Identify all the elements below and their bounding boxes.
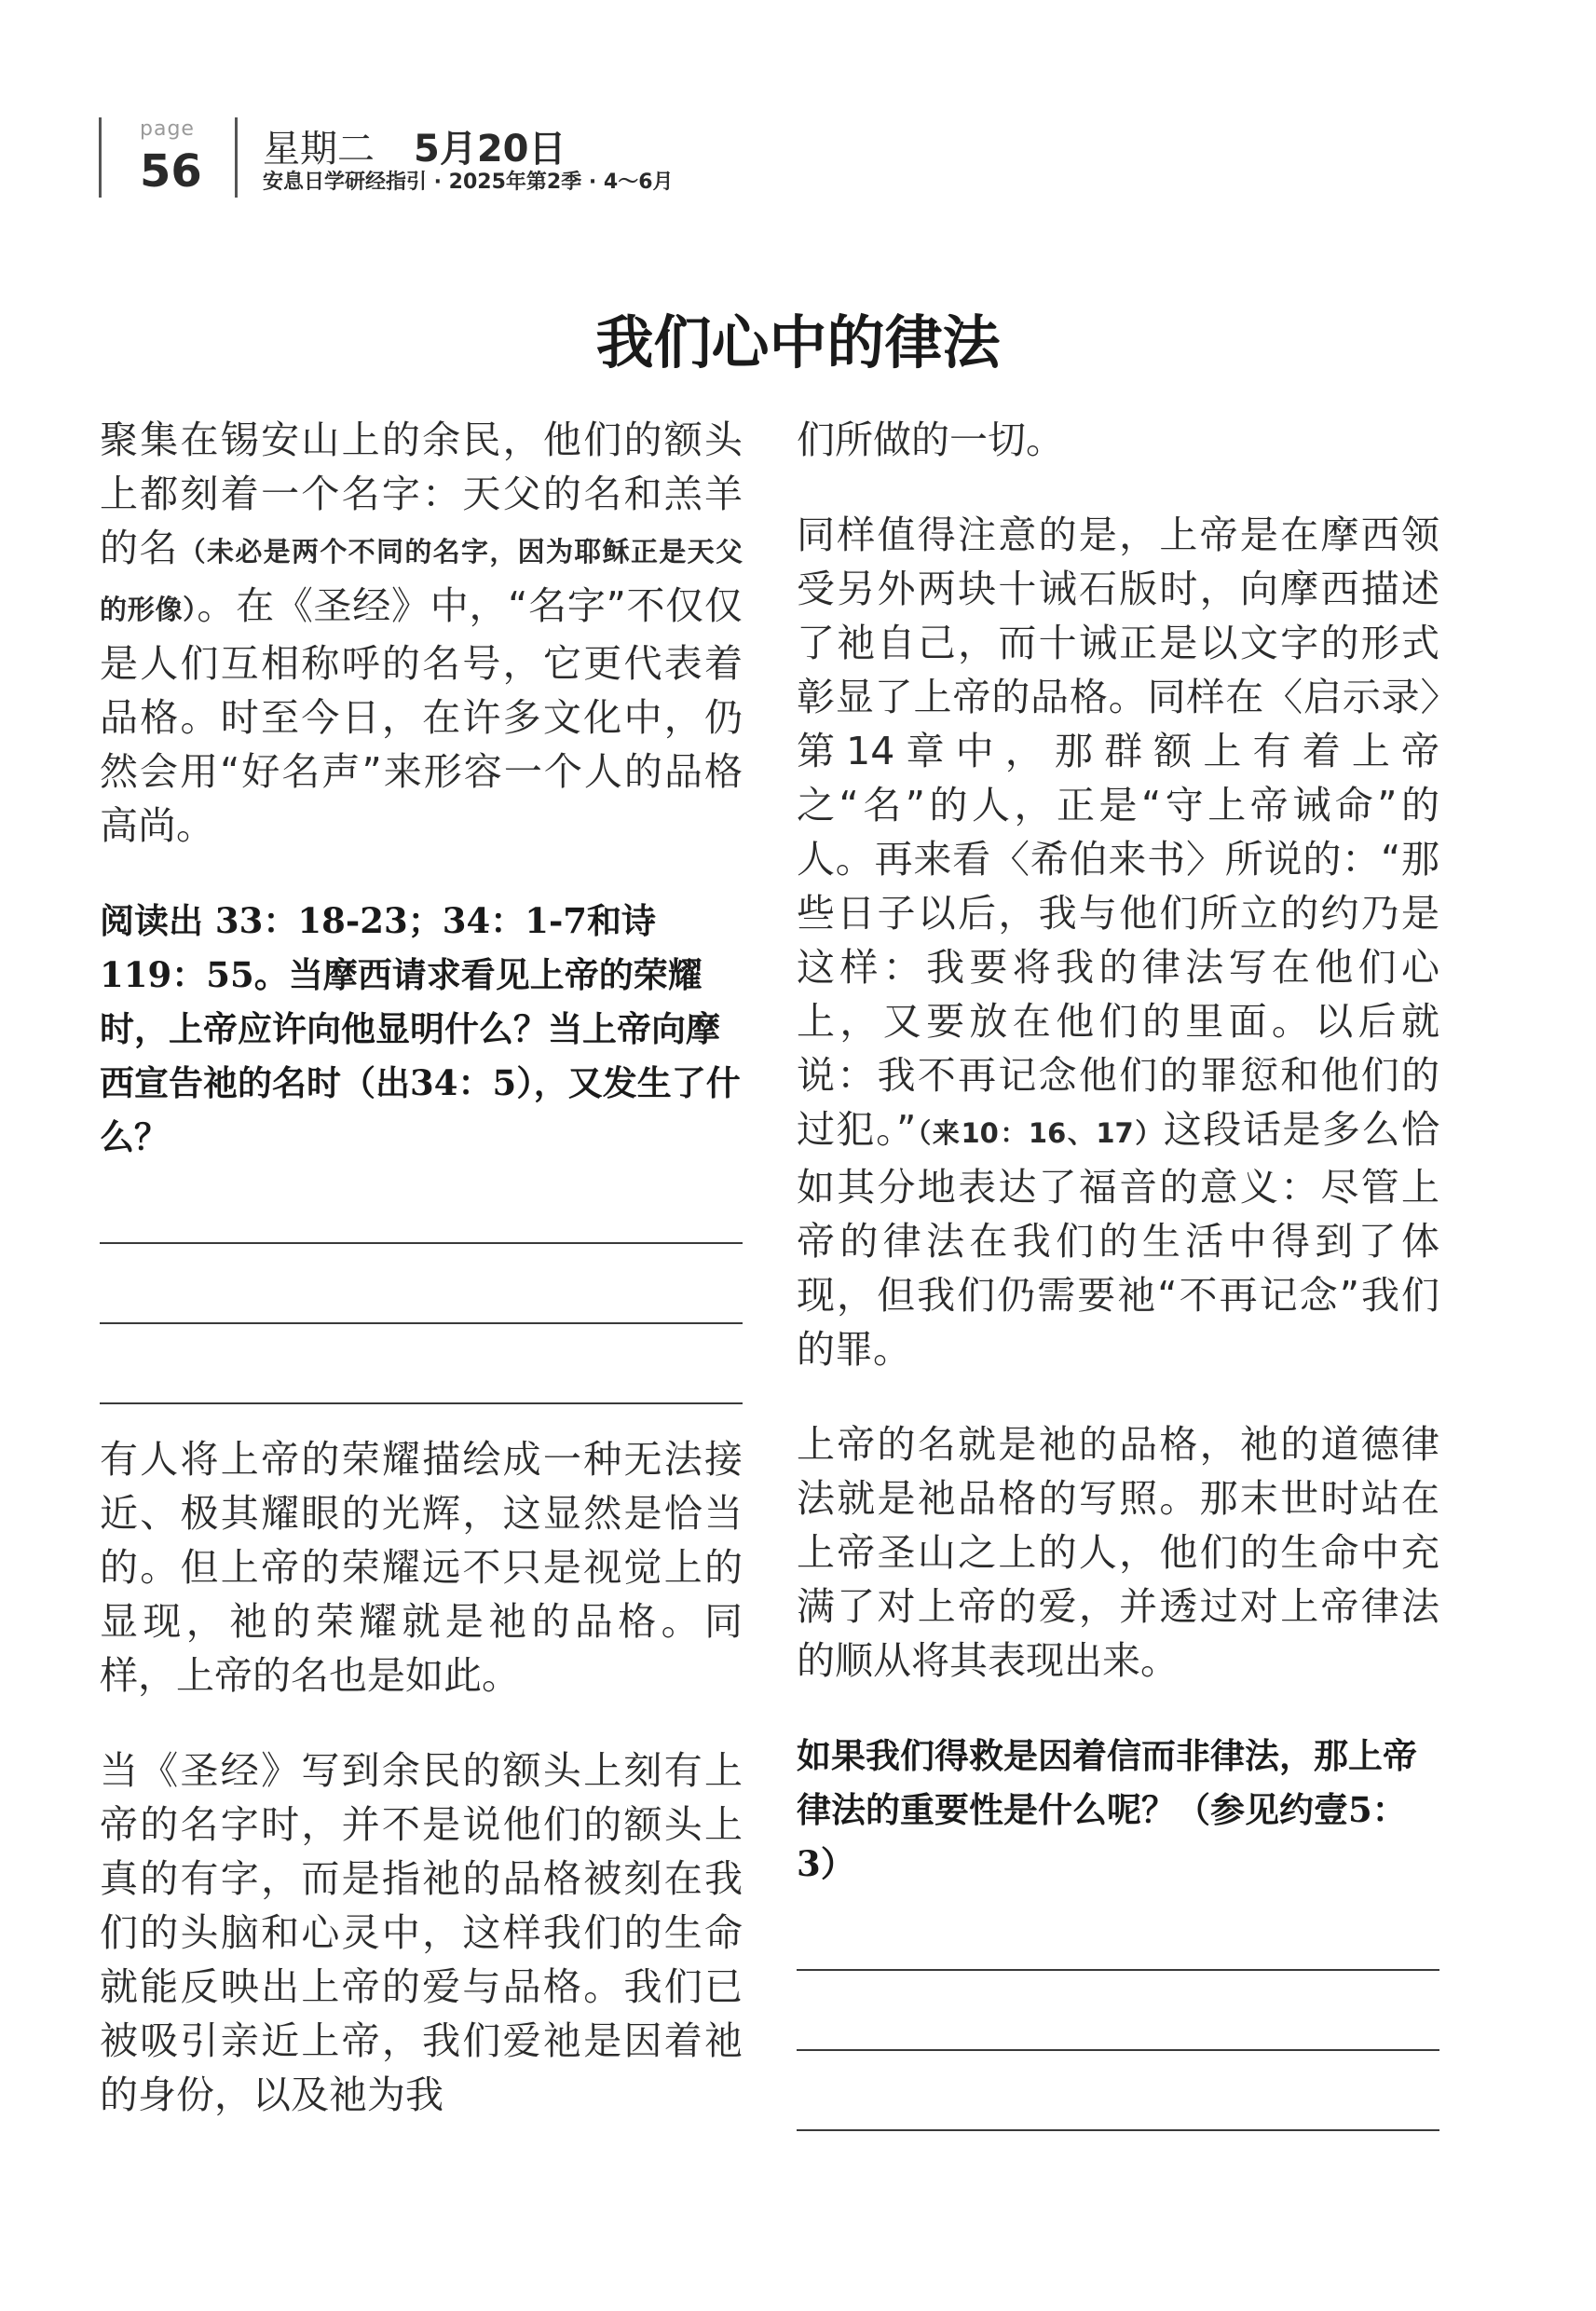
header-divider-right [235, 117, 238, 198]
left-column [100, 413, 743, 2122]
study-question: 阅读出 33：18-23；34：1-7和诗119：55。当摩西请求看见上帝的荣耀时，上帝应许向他显明什么？当上帝向摩西宣告祂的名时（出34：5），又发生了什么？ [100, 900, 741, 1157]
paragraph: 上帝的名就是祂的品格，祂的道德律法就是祂品格的写照。那末世时站在上帝圣山之上的人，他们的生命中充满了对上帝的爱，并透过对上帝律法的顺从将其表现出来。 [797, 1422, 1439, 1683]
header-divider-left [99, 117, 102, 198]
answer-line[interactable] [100, 1324, 743, 1404]
page-header [0, 0, 1596, 224]
right-column [797, 413, 1439, 2131]
paragraph [797, 508, 1439, 1376]
paragraph-text: 。在《圣经》中，“名字”不仅仅是人们互相称呼的名号，它更代表着品格。时至今日，在许多文化中，仍然会用“好名声”来形容一个人的品格高尚。 [100, 583, 743, 848]
guide-subtitle: 安息日学研经指引 · 2025年第2季 · 4～6月 [263, 171, 674, 194]
paragraph-note: （未必是两个不同的名字，因为耶稣正是天父的形像） [100, 536, 743, 625]
answer-lines [100, 1164, 743, 1404]
lesson-title: 我们心中的律法 [595, 308, 1001, 376]
paragraph-text: 聚集在锡安山上的余民，他们的额头上都刻着一个名字：天父的名和羔羊的名 [100, 417, 743, 570]
paragraph: 有人将上帝的荣耀描绘成一种无法接近、极其耀眼的光辉，这显然是恰当的。但上帝的荣耀远不只是视觉上的显现，祂的荣耀就是祂的品格。同样，上帝的名也是如此。 [100, 1437, 743, 1698]
paragraph-text: 这段话是多么恰如其分地表达了福音的意义：尽管上帝的律法在我们的生活中得到了体现，但我们仍需要祂“不再记念”我们的罪。 [797, 1107, 1439, 1372]
page-number: 56 [140, 145, 202, 198]
answer-line[interactable] [797, 2051, 1439, 2131]
paragraph [100, 413, 743, 853]
lesson-day [263, 119, 566, 172]
study-question: 如果我们得救是因着信而非律法，那上帝律法的重要性是什么呢？（参见约壹5：3） [797, 1735, 1417, 1884]
scripture-reference: （来10：16、17） [916, 1117, 1164, 1149]
answer-lines [797, 1891, 1439, 2131]
lesson-date: 5月20日 [414, 128, 566, 171]
paragraph: 当《圣经》写到余民的额头上刻有上帝的名字时，并不是说他们的额头上真的有字，而是指祂的品格被刻在我们的头脑和心灵中，这样我们的生命就能反映出上帝的爱与品格。我们已被吸引亲近上帝，我们爱祂是因着祂的身份，以及祂为我 [100, 1748, 743, 2117]
answer-line[interactable] [797, 1891, 1439, 1971]
answer-line[interactable] [100, 1244, 743, 1324]
weekday: 星期二 [263, 128, 375, 171]
answer-line[interactable] [100, 1164, 743, 1244]
answer-line[interactable] [797, 1971, 1439, 2051]
page-label: page [140, 117, 195, 141]
paragraph: 们所做的一切。 [797, 417, 1064, 462]
paragraph-text: 同样值得注意的是，上帝是在摩西领受另外两块十诫石版时，向摩西描述了祂自己，而十诫正是以文字的形式彰显了上帝的品格。同样在〈启示录〉第14章中，那群额上有着上帝之“名”的人，正是“守上帝诫命”的人。再来看〈希伯来书〉所说的：“那些日子以后，我与他们所立的约乃是这样：我要将我的律法写在他们心上，又要放在他们的里面。以后就说：我不再记念他们的罪愆和他们的过犯。” [797, 513, 1439, 1152]
